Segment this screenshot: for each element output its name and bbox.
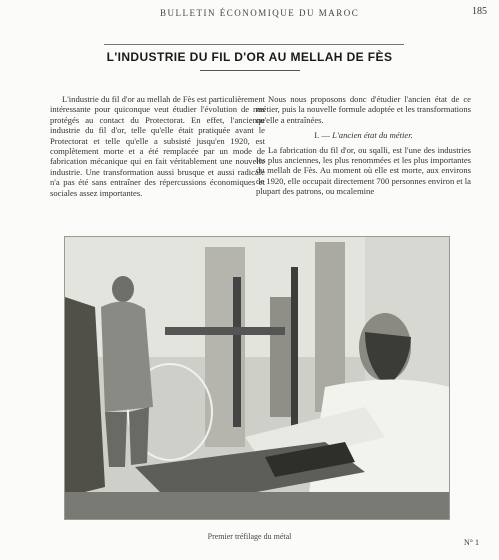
section-number: I. — [314,130,330,141]
left-paragraph: L'industrie du fil d'or au mellah de Fès est particulièrement intéressante pour quiconque veut étudier l'évolution de nos protégés au contact du Protectorat. En effet, l'ancienne industrie du fil d'or, telle qu'elle était pratiquée avant le Protectorat et telle qu'elle a subsisté jusqu'en 1920, est complètement morte et a été remplacée par un mode de fabrication mécanique qui en fait véritablement une nouvelle industrie. Une transformation aussi brusque et aussi radicale n'a pas été sans entraîner des répercussions économiques et sociales assez importantes. [50,94,265,198]
running-head: BULLETIN ÉCONOMIQUE DU MAROC [160,8,360,18]
workshop-photograph [64,236,450,520]
right-intro-paragraph: Nous nous proposons donc d'étudier l'ancien état de ce métier, puis la nouvelle formule adoptée et les transformations qu'elle a entraînées. [256,94,471,125]
section-heading [256,130,471,140]
right-paragraph: La fabrication du fil d'or, ou sqalli, est l'une des industries les plus anciennes, les plus renommées et les plus importantes du mellah de Fès. Au moment où elle est morte, aux environs de 1920, elle occupait directement 700 personnes environ et la plupart des patrons, ou mcalemine [256,144,471,197]
photo-caption: Premier tréfilage du métal [207,532,292,541]
title-rule [200,70,300,71]
title-rule-top [104,44,404,45]
plate-number: N° 1 [464,538,479,547]
article-title: L'INDUSTRIE DU FIL D'OR AU MELLAH DE FÈS [106,50,393,64]
left-column [50,94,265,198]
right-column [256,94,471,197]
section-title: L'ancien état du métier. [332,130,413,141]
photograph-image [65,237,449,519]
page-number: 185 [472,6,487,17]
